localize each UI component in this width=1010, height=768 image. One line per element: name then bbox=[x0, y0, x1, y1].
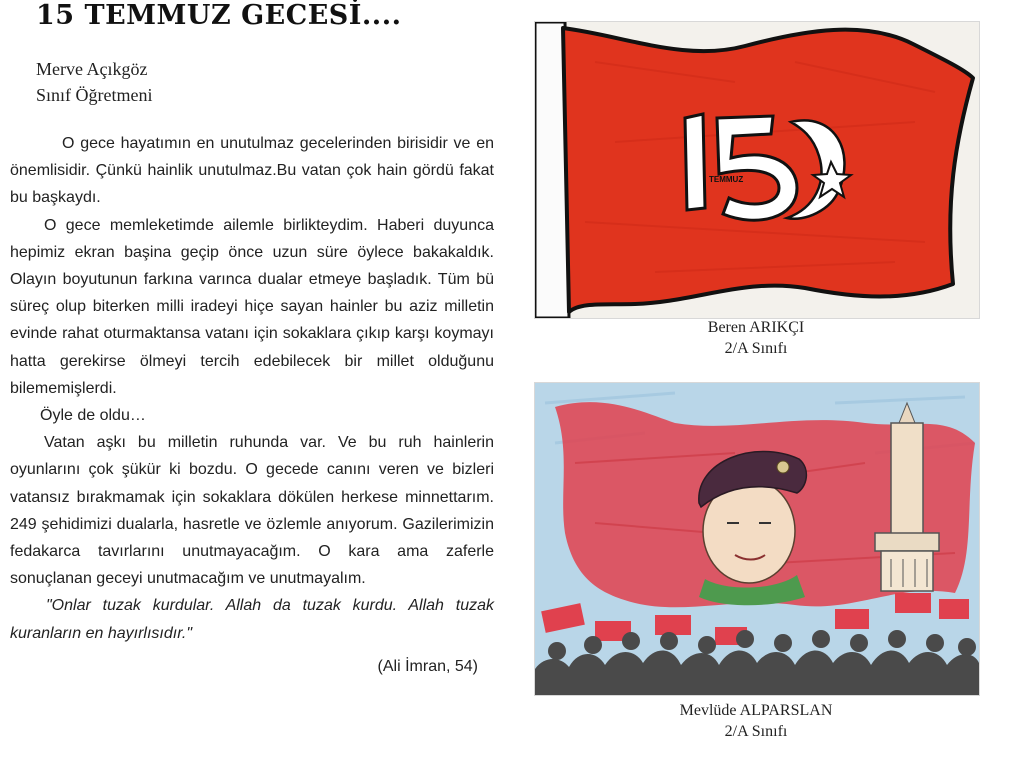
caption-2 bbox=[534, 700, 978, 742]
flag-drawing-svg bbox=[535, 22, 979, 318]
article-title: 15 TEMMUZ GECESİ.... bbox=[36, 0, 402, 31]
paragraph: O gece memleketimde ailemle birlikteydim. Haberi duyunca hepimiz ekran başina geçip önce uzun süre öylece bakakaldık. Olayın boyutunun farkına varınca dualar etmeye başladık. Tüm bü süreç olup biterken milli iradeyi hiçe sayan hainler bu aziz milletin evinde rahat oturmaktansa vatanı için sokaklara çıkıp karşı koymayı hatta gerekirse ölmeyi tercih edebilecek bir millet olduğunu bilememişlerdi. bbox=[10, 216, 494, 397]
article-body bbox=[10, 130, 494, 680]
caption-class: 2/A Sınıfı bbox=[724, 723, 788, 740]
caption-1 bbox=[534, 317, 978, 359]
author-role: Sınıf Öğretmeni bbox=[36, 85, 153, 105]
caption-name: Mevlüde ALPARSLAN bbox=[679, 702, 833, 719]
caption-class: 2/A Sınıfı bbox=[724, 340, 788, 357]
soldier-drawing-svg bbox=[535, 383, 979, 695]
flag-word: TEMMUZ bbox=[709, 175, 744, 184]
paragraph: Vatan aşkı bu milletin ruhunda var. Ve bu ruh hainlerin oyunlarını çok şükür ki bozdu. O gecede canını veren ve bizleri vatansız bırakmamak için sokaklara dökülen herkese minnettarım. 249 şehidimizi dualarla, hasretle ve özlemle anıyorum. Gazilerimizin fedakarca tavırlarını unutmayacağım. O kara ama zaferle sonuçlanan geceyi unutmacağım ve unutmayalım. bbox=[10, 434, 494, 588]
flag-drawing bbox=[534, 21, 980, 319]
verse-quote: "Onlar tuzak kurdular. Allah da tuzak kurdu. Allah tuzak kuranların en hayırlısıdır." bbox=[10, 597, 494, 642]
paragraph: Öyle de oldu… bbox=[40, 407, 146, 425]
author-name: Merve Açıkgöz bbox=[36, 59, 148, 79]
author-block bbox=[36, 56, 152, 108]
paragraph: O gece hayatımın en unutulmaz gecelerinden birisidir ve en önemlisidir. Çünkü hainlik unutulmaz.Bu vatan çok hain gördü fakat bu başkaydı. bbox=[10, 135, 494, 207]
caption-name: Beren ARIKÇI bbox=[707, 319, 805, 336]
soldier-drawing bbox=[534, 382, 980, 696]
quote-source: (Ali İmran, 54) bbox=[377, 657, 478, 675]
